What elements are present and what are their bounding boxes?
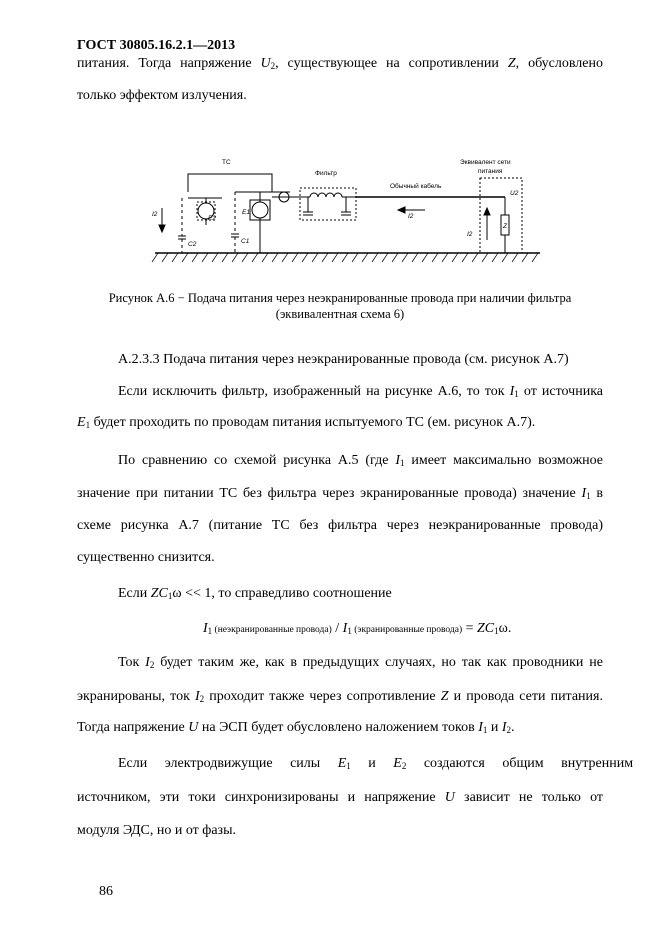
label-equiv-2: питания xyxy=(478,168,503,175)
label-i2-left: I2 xyxy=(152,211,158,218)
label-i2-equiv: I2 xyxy=(467,231,473,238)
document-header: ГОСТ 30805.16.2.1—2013 xyxy=(77,38,236,53)
label-c1: C1 xyxy=(241,238,250,245)
intro-line-2: только эффектом излучения. xyxy=(77,88,247,103)
label-cable: Обычный кабель xyxy=(390,183,442,190)
section-heading: А.2.3.3 Подача питания через неэкранированные провода (см. рисунок А.7) xyxy=(118,352,569,367)
label-i2-cable: I2 xyxy=(408,213,414,220)
label-e2: E2 xyxy=(208,215,216,222)
label-e1: E1 xyxy=(242,209,250,216)
circuit-diagram xyxy=(150,150,550,270)
p2-line-3: схеме рисунка А.7 (питание ТС без фильтра через неэкранированные провода) xyxy=(77,518,603,533)
label-equiv-1: Эквивалент сети xyxy=(460,159,511,166)
p1-line-1: Если исключить фильтр, изображенный на рисунке А.6, то ток $I_1$ от источника xyxy=(118,384,603,399)
p4-line-3: Тогда напряжение U на ЭСП будет обусловлено наложением токов $I_1$ и $I_2$. xyxy=(77,720,515,735)
formula: $I_1$ (неэкранированные провода) / $I_1$ (экранированные провода) = $ZC_1\omega$. xyxy=(203,621,512,636)
p5-line-3: модуля ЭДС, но и от фазы. xyxy=(77,823,236,838)
label-c2: C2 xyxy=(188,241,197,248)
intro-line-1: питания. Тогда напряжение $U_2$, существующее на сопротивлении Z, обусловлено xyxy=(77,56,603,71)
label-tc: ТС xyxy=(222,159,231,166)
p5-line-1: Если электродвижущие силы $E_1$ и $E_2$ создаются общим внутренним xyxy=(118,756,634,771)
p5-line-2: источником, эти токи синхронизированы и напряжение U зависит не только от xyxy=(77,790,603,805)
label-z: Z xyxy=(503,223,507,230)
p2-line-4: существенно снизится. xyxy=(77,550,215,565)
figure-caption: Рисунок А.6 − Подача питания через неэкранированные провода при наличии фильтра (эквивалентная схема 6) xyxy=(108,291,572,321)
p3-line: Если $ZC_1\omega << 1$, то справедливо соотношение xyxy=(118,586,392,601)
p2-line-1: По сравнению со схемой рисунка А.5 (где $I_1$ имеет максимально возможное xyxy=(118,453,603,468)
label-u2: U2 xyxy=(510,190,519,197)
p4-line-2: экранированы, ток $I_2$ проходит также через сопротивление Z и провода сети питания. xyxy=(77,689,603,704)
p2-line-2: значение при питании ТС без фильтра через экранированные провода) значение $I_1$ в xyxy=(77,486,603,501)
p1-line-2: $E_1$ будет проходить по проводам питания испытуемого ТС (ем. рисунок А.7). xyxy=(77,415,536,430)
page-number: 86 xyxy=(99,884,113,899)
label-filter: Фильтр xyxy=(315,170,337,177)
p4-line-1: Ток $I_2$ будет таким же, как в предыдущих случаях, но так как проводники не xyxy=(118,655,603,670)
